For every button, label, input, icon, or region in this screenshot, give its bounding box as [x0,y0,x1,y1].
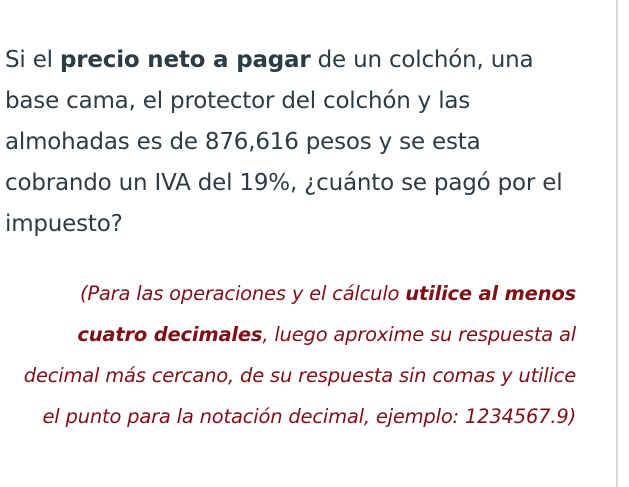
instruction-note-body: , luego aproxime su respuesta al decimal más cercano, de su respuesta sin comas y utilice el punto para la notación decimal, ejemplo: 1234567.9) [23,323,576,428]
question-text-intro: Si el [5,47,60,73]
question-emphasis: precio neto a pagar [59,47,311,73]
instruction-note [6,273,576,437]
instruction-note-intro: (Para las operaciones y el cálculo [79,282,406,305]
question-text [5,40,585,245]
question-text-body: de un colchón, una base cama, el protector del colchón y las almohadas es de 876,616 pesos y se esta cobrando un IVA del 19%, ¿cuánto se pagó por el impuesto? [5,47,563,237]
content-right-border [616,0,618,487]
instruction-note-emphasis: utilice al menos cuatro decimales [77,282,576,346]
